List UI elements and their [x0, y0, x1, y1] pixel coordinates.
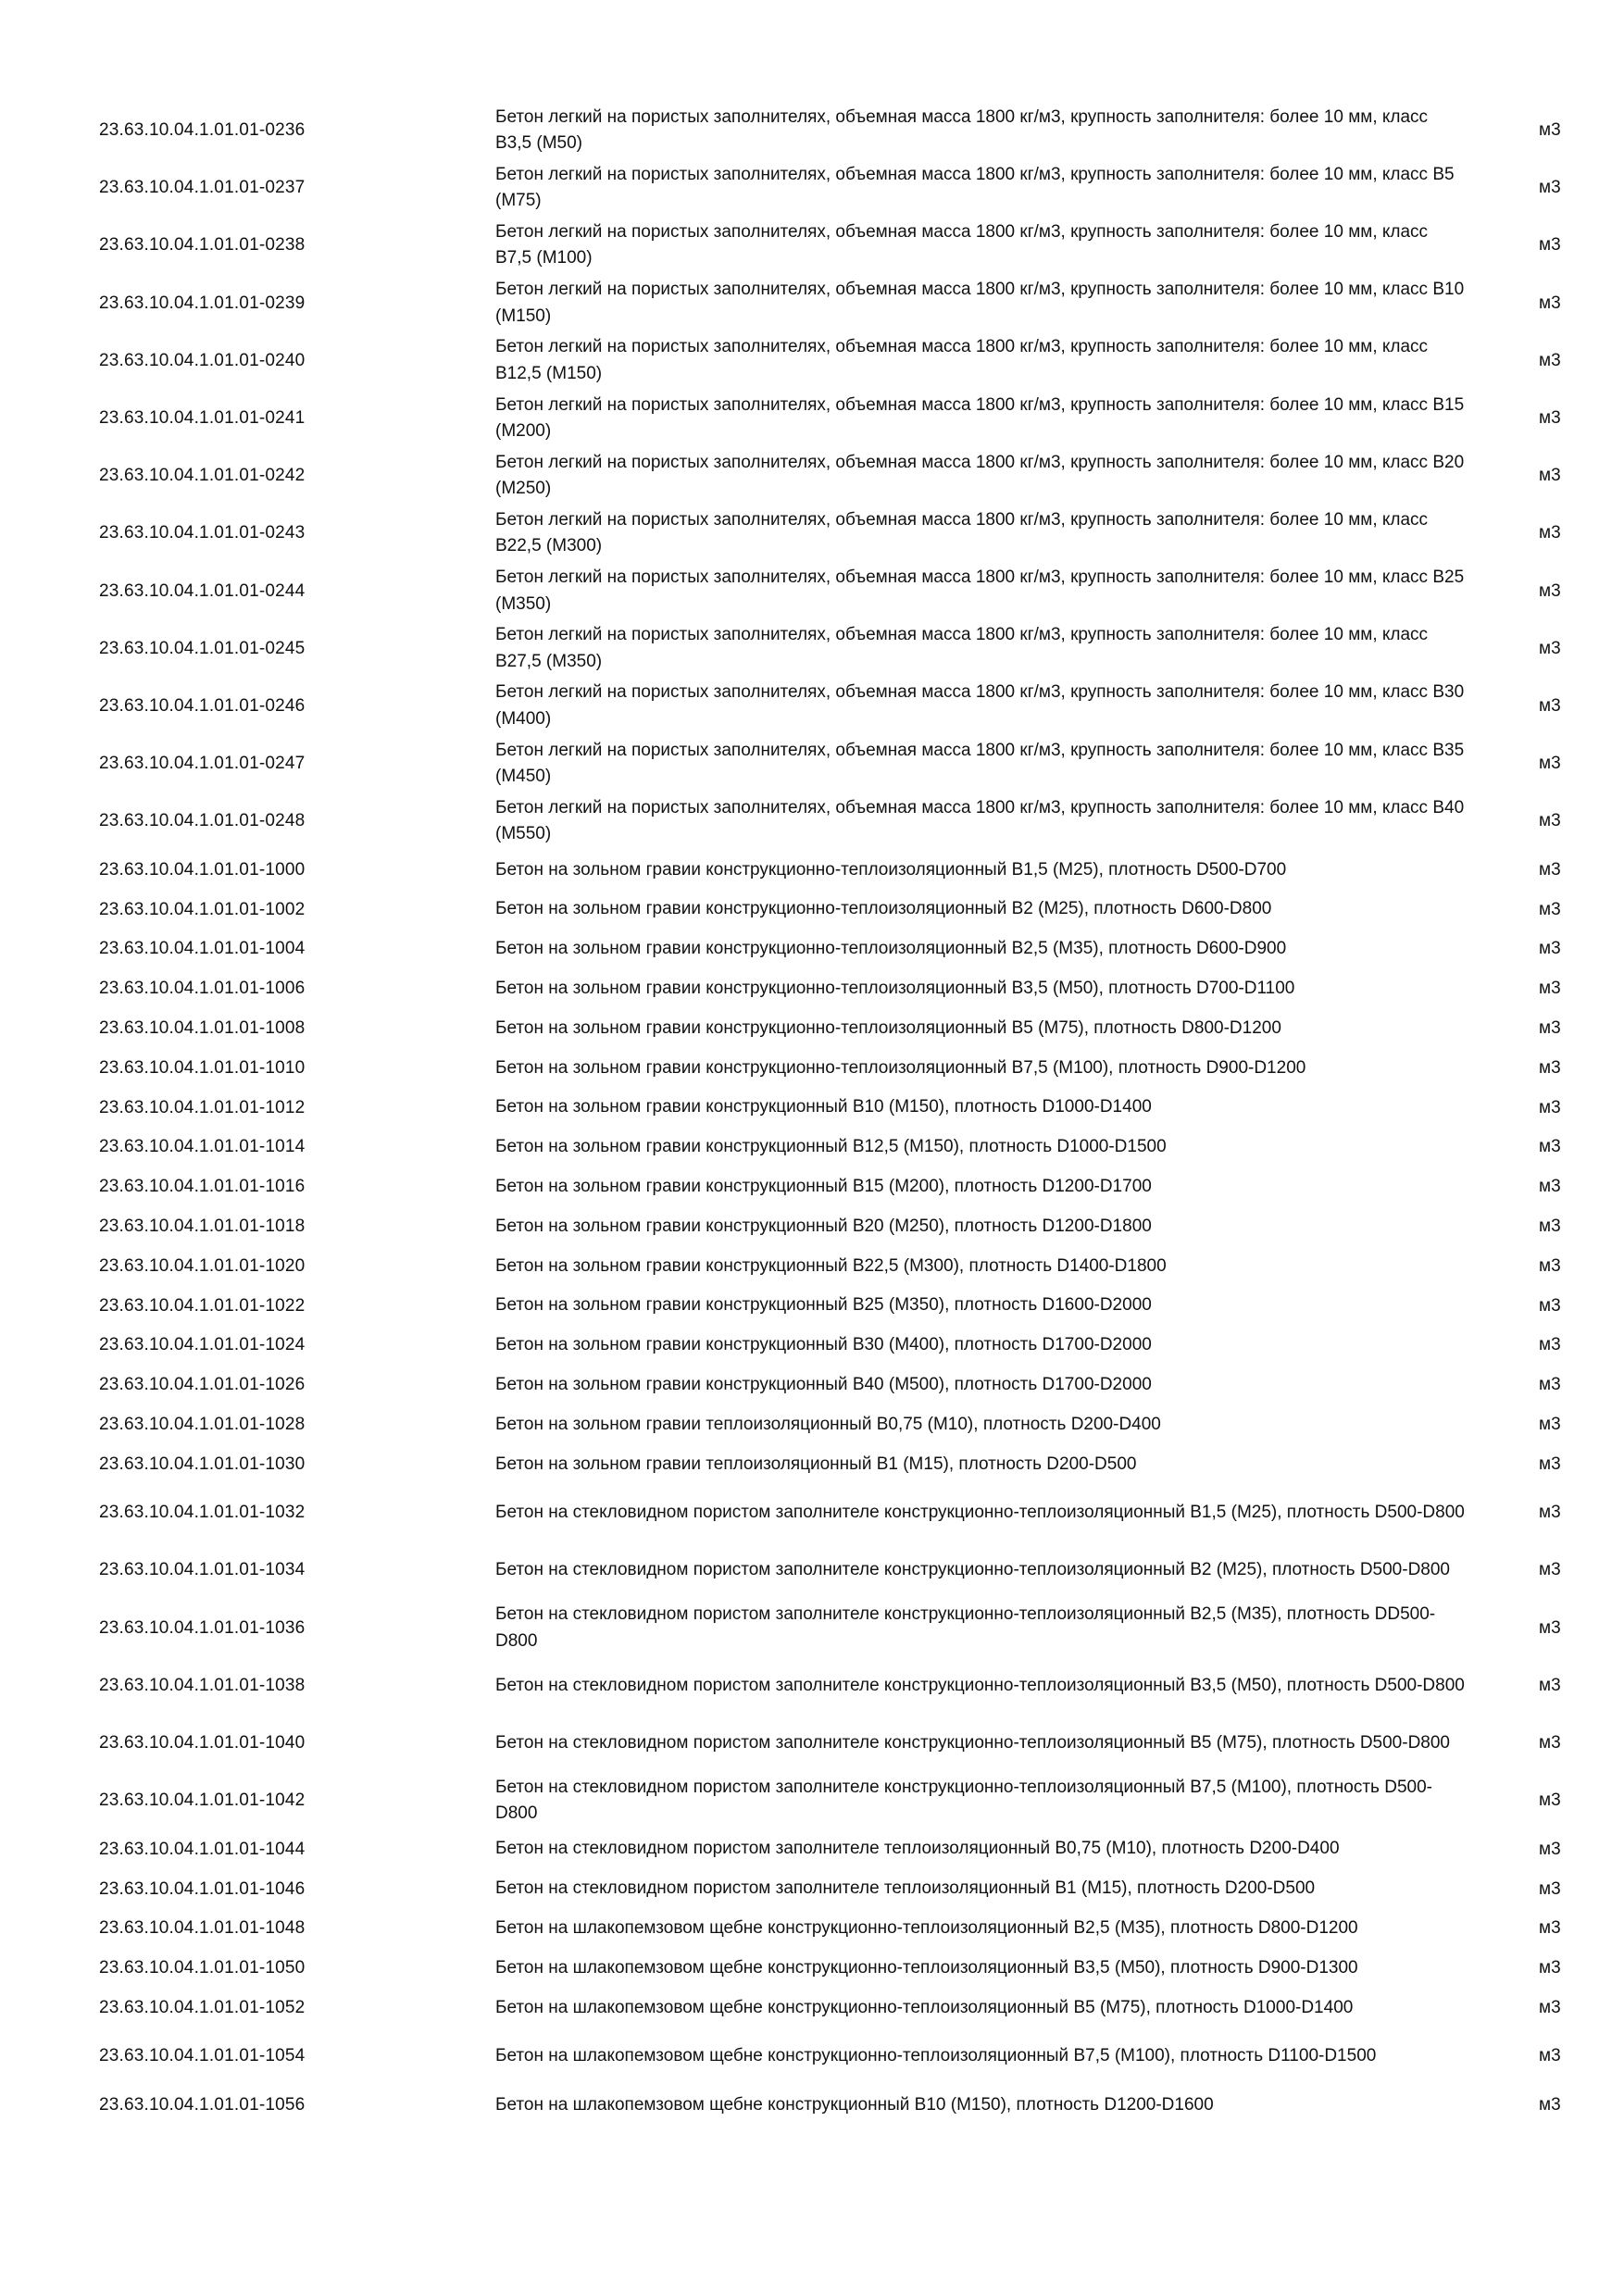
measurement-unit: м3: [1539, 1375, 1561, 1395]
resource-code: 23.63.10.04.1.01.01-1030: [99, 1454, 306, 1474]
resource-description: Бетон на зольном гравии конструкционный В30 (М400), плотность D1700-D2000: [495, 1335, 1152, 1355]
resource-description: Бетон на стекловидном пористом заполнителе конструкционно-теплоизоляционный В5 (М75), плотность D500-D800: [495, 1732, 1450, 1753]
resource-code: 23.63.10.04.1.01.01-1046: [99, 1878, 306, 1899]
measurement-unit: м3: [1539, 1791, 1561, 1811]
resource-description: Бетон легкий на пористых заполнителях, объемная масса 1800 кг/м3, крупность заполнителя: более 10 мм, класс В15 (М200): [495, 394, 1465, 442]
measurement-unit: м3: [1539, 811, 1561, 831]
resource-code: 23.63.10.04.1.01.01-1026: [99, 1375, 306, 1395]
resource-code: 23.63.10.04.1.01.01-1042: [99, 1791, 306, 1811]
resource-code: 23.63.10.04.1.01.01-1018: [99, 1217, 306, 1236]
table-row: [0, 217, 1624, 274]
resource-description: Бетон на шлакопемзовом щебне конструкционно-теплоизоляционный В5 (М75), плотность D1000-D1400: [495, 1997, 1354, 2017]
resource-code: 23.63.10.04.1.01.01-1004: [99, 939, 306, 959]
resource-description: Бетон легкий на пористых заполнителях, объемная масса 1800 кг/м3, крупность заполнителя: более 10 мм, класс В22,5 (М300): [495, 509, 1429, 556]
table-row: [0, 1088, 1624, 1128]
table-row: [0, 1829, 1624, 1869]
table-row: [0, 102, 1624, 159]
table-row: [0, 390, 1624, 447]
resource-description: Бетон на зольном гравии конструкционно-теплоизоляционный В5 (М75), плотность D800-D1200: [495, 1017, 1281, 1038]
measurement-unit: м3: [1539, 1839, 1561, 1859]
resource-description: Бетон на зольном гравии конструкционный В12,5 (М150), плотность D1000-D1500: [495, 1137, 1167, 1157]
resource-code: 23.63.10.04.1.01.01-1000: [99, 859, 306, 880]
measurement-unit: м3: [1539, 1335, 1561, 1355]
table-row: [0, 2028, 1624, 2085]
resource-code: 23.63.10.04.1.01.01-1032: [99, 1503, 306, 1523]
table-row: [0, 2085, 1624, 2125]
resource-code: 23.63.10.04.1.01.01-1022: [99, 1295, 306, 1316]
resource-description: Бетон на зольном гравии конструкционный В22,5 (М300), плотность D1400-D1800: [495, 1255, 1167, 1276]
resource-code: 23.63.10.04.1.01.01-1050: [99, 1958, 306, 1978]
table-row: [0, 505, 1624, 562]
measurement-unit: м3: [1539, 939, 1561, 959]
table-row: [0, 792, 1624, 850]
measurement-unit: м3: [1539, 754, 1561, 774]
resource-description: Бетон на зольном гравии конструкционный В15 (М200), плотность D1200-D1700: [495, 1176, 1152, 1196]
measurement-unit: м3: [1539, 1958, 1561, 1978]
table-row: [0, 1989, 1624, 2028]
measurement-unit: м3: [1539, 120, 1561, 141]
measurement-unit: м3: [1539, 979, 1561, 999]
resource-description: Бетон легкий на пористых заполнителях, объемная масса 1800 кг/м3, крупность заполнителя: более 10 мм, класс В7,5 (М100): [495, 221, 1429, 268]
resource-code: 23.63.10.04.1.01.01-0240: [99, 350, 306, 370]
table-row: [0, 275, 1624, 332]
measurement-unit: м3: [1539, 1255, 1561, 1276]
table-row: [0, 890, 1624, 930]
measurement-unit: м3: [1539, 1918, 1561, 1939]
table-row: [0, 1484, 1624, 1541]
table-row: [0, 1405, 1624, 1445]
resource-description: Бетон на стекловидном пористом заполнителе конструкционно-теплоизоляционный В7,5 (М100), плотность D500-D800: [495, 1777, 1432, 1824]
resource-code: 23.63.10.04.1.01.01-0239: [99, 293, 306, 313]
measurement-unit: м3: [1539, 350, 1561, 370]
table-row: [0, 1246, 1624, 1286]
resource-description: Бетон легкий на пористых заполнителях, объемная масса 1800 кг/м3, крупность заполнителя: более 10 мм, класс В25 (М350): [495, 568, 1465, 614]
table-row: [0, 563, 1624, 620]
measurement-unit: м3: [1539, 899, 1561, 919]
resource-description: Бетон на шлакопемзовом щебне конструкционный В10 (М150), плотность D1200-D1600: [495, 2094, 1214, 2115]
resource-code: 23.63.10.04.1.01.01-1040: [99, 1733, 306, 1753]
resource-code: 23.63.10.04.1.01.01-1008: [99, 1018, 306, 1039]
resource-description: Бетон на стекловидном пористом заполнителе конструкционно-теплоизоляционный В3,5 (М50), плотность D500-D800: [495, 1675, 1465, 1695]
measurement-unit: м3: [1539, 466, 1561, 486]
measurement-unit: м3: [1539, 1733, 1561, 1753]
resource-code: 23.63.10.04.1.01.01-0248: [99, 811, 306, 831]
table-row: [0, 1772, 1624, 1829]
table-row: [0, 1207, 1624, 1247]
measurement-unit: м3: [1539, 695, 1561, 716]
resource-code: 23.63.10.04.1.01.01-1024: [99, 1335, 306, 1355]
measurement-unit: м3: [1539, 1295, 1561, 1316]
table-row: [0, 1167, 1624, 1207]
table-row: [0, 850, 1624, 890]
measurement-unit: м3: [1539, 859, 1561, 880]
resource-code: 23.63.10.04.1.01.01-0242: [99, 466, 306, 486]
measurement-unit: м3: [1539, 1137, 1561, 1157]
resource-code: 23.63.10.04.1.01.01-0241: [99, 408, 306, 429]
resource-description: Бетон легкий на пористых заполнителях, объемная масса 1800 кг/м3, крупность заполнителя: более 10 мм, класс В10 (М150): [495, 280, 1465, 326]
measurement-unit: м3: [1539, 1617, 1561, 1638]
resource-description: Бетон на зольном гравии конструкционный В10 (М150), плотность D1000-D1400: [495, 1097, 1152, 1117]
resource-code: 23.63.10.04.1.01.01-1002: [99, 899, 306, 919]
resource-description: Бетон легкий на пористых заполнителях, объемная масса 1800 кг/м3, крупность заполнителя: более 10 мм, класс В3,5 (М50): [495, 106, 1429, 154]
resource-description: Бетон на зольном гравии конструкционно-теплоизоляционный В7,5 (М100), плотность D900-D1200: [495, 1057, 1306, 1078]
measurement-unit: м3: [1539, 1018, 1561, 1039]
table-row: [0, 332, 1624, 390]
measurement-unit: м3: [1539, 2046, 1561, 2066]
resource-description: Бетон на зольном гравии конструкционный В25 (М350), плотность D1600-D2000: [495, 1295, 1152, 1316]
measurement-unit: м3: [1539, 1097, 1561, 1117]
resource-description: Бетон на шлакопемзовом щебне конструкционно-теплоизоляционный В3,5 (М50), плотность D900-D1300: [495, 1957, 1358, 1978]
resource-code: 23.63.10.04.1.01.01-1010: [99, 1057, 306, 1078]
table-row: [0, 1715, 1624, 1772]
resource-code: 23.63.10.04.1.01.01-1044: [99, 1839, 306, 1859]
resource-description: Бетон легкий на пористых заполнителях, объемная масса 1800 кг/м3, крупность заполнителя: более 10 мм, класс В35 (М450): [495, 740, 1465, 787]
measurement-unit: м3: [1539, 293, 1561, 313]
resource-description: Бетон легкий на пористых заполнителях, объемная масса 1800 кг/м3, крупность заполнителя: более 10 мм, класс В12,5 (М150): [495, 337, 1429, 383]
resource-code: 23.63.10.04.1.01.01-0245: [99, 638, 306, 658]
table-row: [0, 1009, 1624, 1049]
resource-description: Бетон на шлакопемзовом щебне конструкционно-теплоизоляционный В7,5 (М100), плотность D1100-D1500: [495, 2046, 1377, 2066]
resource-description: Бетон легкий на пористых заполнителях, объемная масса 1800 кг/м3, крупность заполнителя: более 10 мм, класс В40 (М550): [495, 797, 1465, 844]
resource-code: 23.63.10.04.1.01.01-0244: [99, 580, 306, 601]
resource-description: Бетон легкий на пористых заполнителях, объемная масса 1800 кг/м3, крупность заполнителя: более 10 мм, класс В27,5 (М350): [495, 625, 1429, 671]
table-row: [0, 678, 1624, 735]
measurement-unit: м3: [1539, 1217, 1561, 1236]
resource-code: 23.63.10.04.1.01.01-0243: [99, 523, 306, 543]
resource-description: Бетон на зольном гравии конструкционный В40 (М500), плотность D1700-D2000: [495, 1374, 1152, 1394]
resource-code: 23.63.10.04.1.01.01-1016: [99, 1177, 306, 1197]
resource-code: 23.63.10.04.1.01.01-0247: [99, 754, 306, 774]
resource-code: 23.63.10.04.1.01.01-1020: [99, 1255, 306, 1276]
resource-code: 23.63.10.04.1.01.01-0246: [99, 695, 306, 716]
resource-description: Бетон на зольном гравии теплоизоляционный В0,75 (М10), плотность D200-D400: [495, 1414, 1161, 1434]
resource-code: 23.63.10.04.1.01.01-1054: [99, 2046, 306, 2066]
measurement-unit: м3: [1539, 408, 1561, 429]
table-row: [0, 1048, 1624, 1088]
measurement-unit: м3: [1539, 235, 1561, 256]
resource-description: Бетон легкий на пористых заполнителях, объемная масса 1800 кг/м3, крупность заполнителя: более 10 мм, класс В5 (М75): [495, 164, 1455, 211]
measurement-unit: м3: [1539, 1560, 1561, 1580]
resource-code: 23.63.10.04.1.01.01-1036: [99, 1617, 306, 1638]
table-row: [0, 735, 1624, 792]
measurement-unit: м3: [1539, 1675, 1561, 1695]
measurement-unit: м3: [1539, 1454, 1561, 1474]
table-row: [0, 620, 1624, 678]
measurement-unit: м3: [1539, 2094, 1561, 2115]
measurement-unit: м3: [1539, 1503, 1561, 1523]
measurement-unit: м3: [1539, 1177, 1561, 1197]
resource-description: Бетон на шлакопемзовом щебне конструкционно-теплоизоляционный В2,5 (М35), плотность D800-D1200: [495, 1918, 1358, 1939]
resource-description: Бетон на зольном гравии конструкционно-теплоизоляционный В3,5 (М50), плотность D700-D1100: [495, 978, 1295, 998]
table-row: [0, 1366, 1624, 1405]
table-row: [0, 1909, 1624, 1949]
table-row: [0, 1128, 1624, 1167]
resource-code: 23.63.10.04.1.01.01-0237: [99, 178, 306, 198]
resource-code: 23.63.10.04.1.01.01-0236: [99, 120, 306, 141]
table-row: [0, 447, 1624, 505]
measurement-unit: м3: [1539, 638, 1561, 658]
resource-code: 23.63.10.04.1.01.01-1012: [99, 1097, 306, 1117]
resource-description: Бетон на зольном гравии конструкционный В20 (М250), плотность D1200-D1800: [495, 1216, 1152, 1236]
table-row: [0, 159, 1624, 217]
table-row: [0, 1600, 1624, 1657]
resource-description: Бетон на зольном гравии теплоизоляционный В1 (М15), плотность D200-D500: [495, 1454, 1137, 1474]
resource-code: 23.63.10.04.1.01.01-1056: [99, 2094, 306, 2115]
resource-description: Бетон на зольном гравии конструкционно-теплоизоляционный В1,5 (М25), плотность D500-D700: [495, 859, 1287, 880]
table-row: [0, 1326, 1624, 1366]
resource-description: Бетон на стекловидном пористом заполнителе теплоизоляционный В0,75 (М10), плотность D200-D400: [495, 1839, 1340, 1859]
table-row: [0, 1869, 1624, 1909]
measurement-unit: м3: [1539, 1057, 1561, 1078]
table-row: [0, 1444, 1624, 1484]
resource-code: 23.63.10.04.1.01.01-1038: [99, 1675, 306, 1695]
measurement-unit: м3: [1539, 1878, 1561, 1899]
table-row: [0, 1541, 1624, 1599]
resource-description: Бетон на зольном гравии конструкционно-теплоизоляционный В2,5 (М35), плотность D600-D900: [495, 939, 1287, 959]
resource-code: 23.63.10.04.1.01.01-1006: [99, 979, 306, 999]
measurement-unit: м3: [1539, 580, 1561, 601]
measurement-unit: м3: [1539, 523, 1561, 543]
resource-code: 23.63.10.04.1.01.01-0238: [99, 235, 306, 256]
resource-code: 23.63.10.04.1.01.01-1034: [99, 1560, 306, 1580]
measurement-unit: м3: [1539, 1414, 1561, 1434]
resource-description: Бетон на стекловидном пористом заполнителе конструкционно-теплоизоляционный В2,5 (М35), плотность DD500-D800: [495, 1604, 1436, 1651]
resource-code: 23.63.10.04.1.01.01-1014: [99, 1137, 306, 1157]
table-row: [0, 969, 1624, 1009]
resource-description: Бетон на стекловидном пористом заполнителе конструкционно-теплоизоляционный В2 (М25), плотность D500-D800: [495, 1560, 1450, 1580]
resource-description: Бетон на стекловидном пористом заполнителе теплоизоляционный В1 (М15), плотность D200-D500: [495, 1878, 1316, 1899]
table-row: [0, 1949, 1624, 1989]
resource-code: 23.63.10.04.1.01.01-1048: [99, 1918, 306, 1939]
resource-description: Бетон легкий на пористых заполнителях, объемная масса 1800 кг/м3, крупность заполнителя: более 10 мм, класс В20 (М250): [495, 452, 1465, 499]
measurement-unit: м3: [1539, 178, 1561, 198]
resource-description: Бетон на стекловидном пористом заполнителе конструкционно-теплоизоляционный В1,5 (М25), плотность D500-D800: [495, 1503, 1465, 1523]
price-list-table: [0, 102, 1624, 2125]
table-row: [0, 1657, 1624, 1715]
measurement-unit: м3: [1539, 1997, 1561, 2017]
resource-code: 23.63.10.04.1.01.01-1028: [99, 1414, 306, 1434]
resource-description: Бетон легкий на пористых заполнителях, объемная масса 1800 кг/м3, крупность заполнителя: более 10 мм, класс В30 (М400): [495, 682, 1465, 729]
resource-description: Бетон на зольном гравии конструкционно-теплоизоляционный В2 (М25), плотность D600-D800: [495, 899, 1272, 919]
table-row: [0, 930, 1624, 969]
table-row: [0, 1286, 1624, 1326]
resource-code: 23.63.10.04.1.01.01-1052: [99, 1997, 306, 2017]
